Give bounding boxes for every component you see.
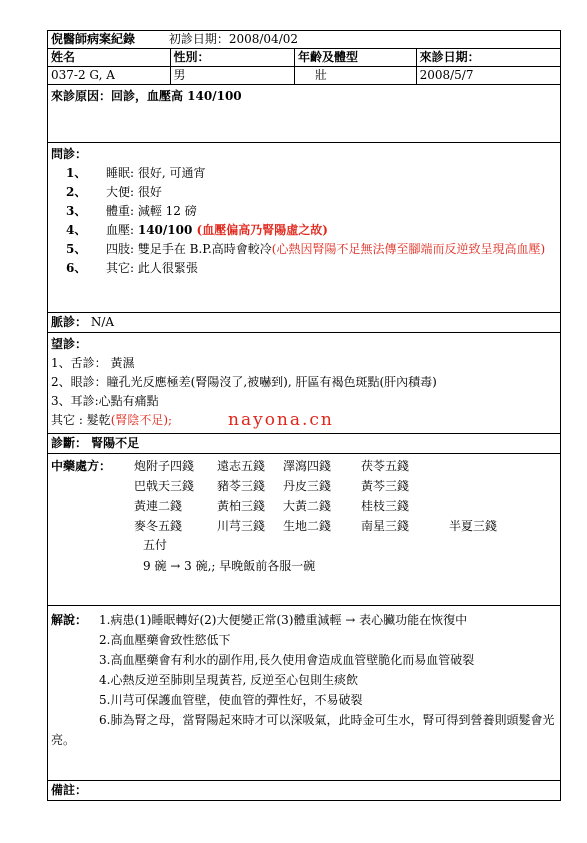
- bp-note: (血壓偏高乃腎陽虛之故): [196, 223, 328, 237]
- item-number: 6、: [66, 261, 87, 275]
- ear-exam: 3、耳診:心點有痛點: [51, 394, 159, 408]
- prescription-label: 中藥處方：: [51, 459, 112, 473]
- inquiry-item: [51, 183, 557, 202]
- explanation-line: 4.心熱反逆至肺則呈現黃苔, 反逆至心包則生痰飲: [99, 673, 359, 687]
- herb-row: [51, 476, 557, 496]
- reason-section: [47, 84, 561, 142]
- inquiry-label: 問診：: [51, 147, 88, 161]
- herb: 川芎三錢: [217, 519, 266, 533]
- inquiry-item: [51, 164, 557, 183]
- first-visit-date: 初診日期：2008/04/02: [168, 32, 299, 46]
- age-build-header: 年齡及體型: [295, 49, 417, 66]
- herb: 巴戟天三錢: [134, 479, 195, 493]
- item-text: 大便: 很好: [106, 185, 162, 199]
- other-text: 其它 : 髮乾: [51, 413, 111, 427]
- item-text: [106, 240, 557, 259]
- inquiry-item: [51, 240, 557, 259]
- inquiry-item: [51, 259, 557, 278]
- inquiry-item: [51, 221, 557, 240]
- herb: 麥冬五錢: [134, 519, 183, 533]
- item-number: 5、: [66, 242, 87, 256]
- item-text: 睡眠: 很好, 可通宵: [106, 166, 206, 180]
- herb: 大黃二錢: [283, 499, 332, 513]
- herb-row: [51, 516, 557, 536]
- herb: 遠志五錢: [217, 459, 266, 473]
- item-number: 2、: [66, 185, 87, 199]
- herb: 黃連二錢: [134, 499, 183, 513]
- gender-value: 男: [171, 67, 296, 84]
- herb-row: [51, 496, 557, 516]
- herb: 桂枝三錢: [361, 499, 410, 513]
- herb: 茯苓五錢: [361, 459, 410, 473]
- diagnosis-section: [47, 433, 561, 453]
- bp-label: 血壓:: [106, 223, 138, 237]
- build-value: 壯: [295, 67, 417, 84]
- item-number: 1、: [66, 166, 87, 180]
- limbs-text: 四肢: 雙足手在 B.P.高時會較冷: [106, 242, 272, 256]
- explanation-line: 5.川芎可保護血管壁，使血管的彈性好，不易破裂: [99, 693, 363, 707]
- visit-reason: 來診原因：回診，血壓高 140/100: [51, 89, 242, 103]
- observation-label: 望診：: [51, 337, 88, 351]
- diagnosis-text: 診斷： 腎陽不足: [51, 436, 140, 450]
- dosage-instructions: 9 碗 → 3 碗,; 早晚飯前各服一碗: [143, 559, 316, 573]
- explanation-section: [47, 605, 561, 780]
- remarks-section: [47, 780, 561, 801]
- visit-date-value: 2008/5/7: [419, 68, 474, 82]
- info-header-row: [47, 48, 561, 66]
- inquiry-item: [51, 202, 557, 221]
- herb: 丹皮三錢: [283, 479, 332, 493]
- pulse-label: 脈診：: [51, 315, 88, 329]
- herb: 豬苓三錢: [217, 479, 266, 493]
- pulse-section: [47, 312, 561, 332]
- tongue-exam: 1、舌診： 黃濕: [51, 356, 135, 370]
- explanation-line: [51, 610, 557, 630]
- explanation-line: 6.肺為腎之母，當腎陽起來時才可以深吸氣，此時金可生水，腎可得到營養則頭髮會光亮。: [51, 713, 555, 747]
- pulse-value: N/A: [90, 315, 115, 329]
- eye-exam: 2、眼診：瞳孔光反應極差(腎陽沒了,被嚇到), 肝區有褐色斑點(肝內積毒): [51, 375, 437, 389]
- visit-date-header: 來診日期：: [419, 50, 480, 64]
- dose-count: 五付: [143, 538, 168, 552]
- gender-header: 性別：: [171, 49, 296, 66]
- record-title: 倪醫師病案紀錄: [51, 32, 136, 46]
- limbs-note: (心熱因腎陽不足無法傳至腳端而反逆致呈現高血壓): [271, 242, 546, 256]
- explanation-label: 解說：: [51, 613, 88, 627]
- bp-value: 140/100: [137, 223, 197, 237]
- item-number: 3、: [66, 204, 87, 218]
- prescription-section: [47, 453, 561, 605]
- herb: 生地二錢: [283, 519, 332, 533]
- explanation-text: 1.病患(1)睡眠轉好(2)大便變正常(3)體重減輕 → 表心臟功能在恢復中: [99, 613, 468, 627]
- remarks-label: 備註：: [51, 783, 88, 797]
- other-note: (腎陰不足);: [110, 413, 173, 427]
- herb: 半夏三錢: [449, 519, 498, 533]
- herb: 炮附子四錢: [134, 459, 195, 473]
- explanation-line: 3.高血壓藥會有利水的副作用,長久使用會造成血管壁脆化而易血管破裂: [99, 653, 475, 667]
- herb: 澤瀉四錢: [283, 459, 332, 473]
- info-value-row: [47, 66, 561, 84]
- herb: 南星三錢: [361, 519, 410, 533]
- herb-row: [51, 456, 557, 476]
- herb: 黃柏三錢: [217, 499, 266, 513]
- record-title-row: [47, 30, 561, 48]
- item-number: 4、: [66, 223, 87, 237]
- name-value: 037-2 G, A: [48, 67, 171, 84]
- name-header: 姓名: [48, 49, 171, 66]
- explanation-line: 2.高血壓藥會致性慾低下: [99, 633, 231, 647]
- watermark-text: nayona.cn: [228, 410, 334, 430]
- herb: 黃芩三錢: [361, 479, 410, 493]
- item-text: 其它: 此人很緊張: [106, 261, 198, 275]
- item-text: 體重: 減輕 12 磅: [106, 204, 197, 218]
- inquiry-section: [47, 142, 561, 312]
- item-text: [106, 221, 557, 240]
